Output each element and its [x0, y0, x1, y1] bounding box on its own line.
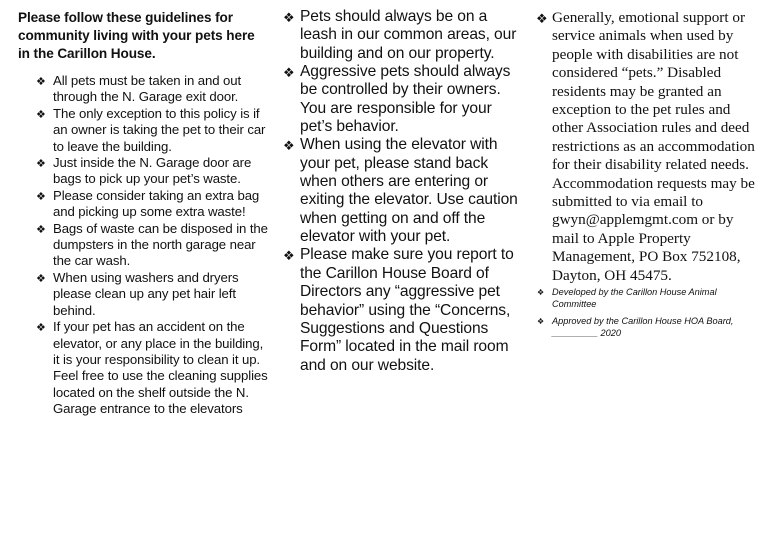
list-item-text: Please make sure you report to the Carillon House Board of Directors any “aggressive pet behavior” using the “Concerns, Suggestions and Questions Form” located in the mail room and on our website.: [300, 246, 514, 374]
diamond-bullet-icon: ❖: [36, 190, 46, 203]
diamond-bullet-icon: ❖: [283, 65, 295, 81]
diamond-bullet-icon: ❖: [36, 223, 46, 236]
column-left: [18, 0, 268, 418]
list-item: [283, 8, 523, 63]
guidelines-heading: Please follow these guidelines for community living with your pets here in the Carillon House.: [18, 10, 255, 61]
diamond-bullet-icon: ❖: [283, 10, 295, 25]
diamond-bullet-icon: ❖: [36, 158, 46, 171]
list-item: [36, 106, 268, 155]
list-item-text: Just inside the N. Garage door are bags to pick up your pet’s waste.: [53, 155, 252, 187]
diamond-bullet-icon: ❖: [36, 76, 46, 88]
list-item: [536, 9, 758, 285]
list-item-text: Bags of waste can be disposed in the dumpsters in the north garage near the car wash.: [53, 220, 268, 269]
list-item-text: All pets must be taken in and out through the N. Garage exit door.: [53, 73, 242, 105]
footnote-approved: [536, 315, 758, 339]
service-animals-text: Generally, emotional support or service animals when used by people with disabilities are not considered “pets.” Disabled residents may be granted an exception to the pet rules and other Association rules and deed restrictions as an accommodation for their disability related needs. Accommodation requests may be submitted to via email to gwyn@applemgmt.com or by mail to Apple Property Management, PO Box 752108, Dayton, OH 45475.: [552, 9, 755, 284]
list-item: [36, 73, 268, 106]
guidelines-list-left: [36, 73, 268, 418]
list-item: [283, 136, 523, 246]
diamond-bullet-icon: ❖: [283, 248, 295, 264]
list-item: [283, 246, 523, 374]
diamond-bullet-icon: ❖: [536, 11, 548, 26]
list-item: [283, 63, 523, 136]
diamond-bullet-icon: ❖: [36, 322, 46, 335]
footnote-text: Developed by the Carillon House Animal Committee: [552, 287, 717, 310]
diamond-bullet-icon: ❖: [537, 317, 545, 327]
diamond-bullet-icon: ❖: [283, 138, 295, 154]
list-item-text: Aggressive pets should always be controlled by their owners. You are responsible for your pet’s behavior.: [300, 63, 511, 136]
list-item-text: The only exception to this policy is if an owner is taking the pet to their car to leave the building.: [53, 105, 266, 154]
footnote-text: Approved by the Carillon House HOA Board, _________ 2020: [552, 316, 734, 339]
list-item-text: If your pet has an accident on the elevator, or any place in the building, it is your responsibility to clean it up. Feel free to use the cleaning supplies located on the shelf outside the N. Garage entrance to the elevators: [53, 319, 268, 417]
column-right: [536, 0, 758, 344]
list-item: [36, 188, 268, 221]
list-item-text: When using washers and dryers please clean up any pet hair left behind.: [53, 269, 239, 318]
list-item: [36, 270, 268, 319]
footnote-developed: [536, 286, 758, 310]
list-item: [36, 155, 268, 188]
list-item: [36, 221, 268, 270]
diamond-bullet-icon: ❖: [537, 288, 545, 298]
list-item-text: When using the elevator with your pet, please stand back when others are entering or exiting the elevator. Use caution when getting on and off the elevator with your pet.: [300, 136, 518, 246]
column-middle: [283, 0, 523, 375]
diamond-bullet-icon: ❖: [36, 108, 46, 121]
list-item: [36, 319, 268, 417]
footnotes-list: [536, 286, 758, 339]
diamond-bullet-icon: ❖: [36, 272, 46, 285]
list-item-text: Pets should always be on a leash in our common areas, our building and on our property.: [300, 8, 517, 62]
service-animals-list: [536, 9, 758, 285]
list-item-text: Please consider taking an extra bag and picking up some extra waste!: [53, 187, 260, 220]
guidelines-list-middle: [283, 8, 523, 375]
